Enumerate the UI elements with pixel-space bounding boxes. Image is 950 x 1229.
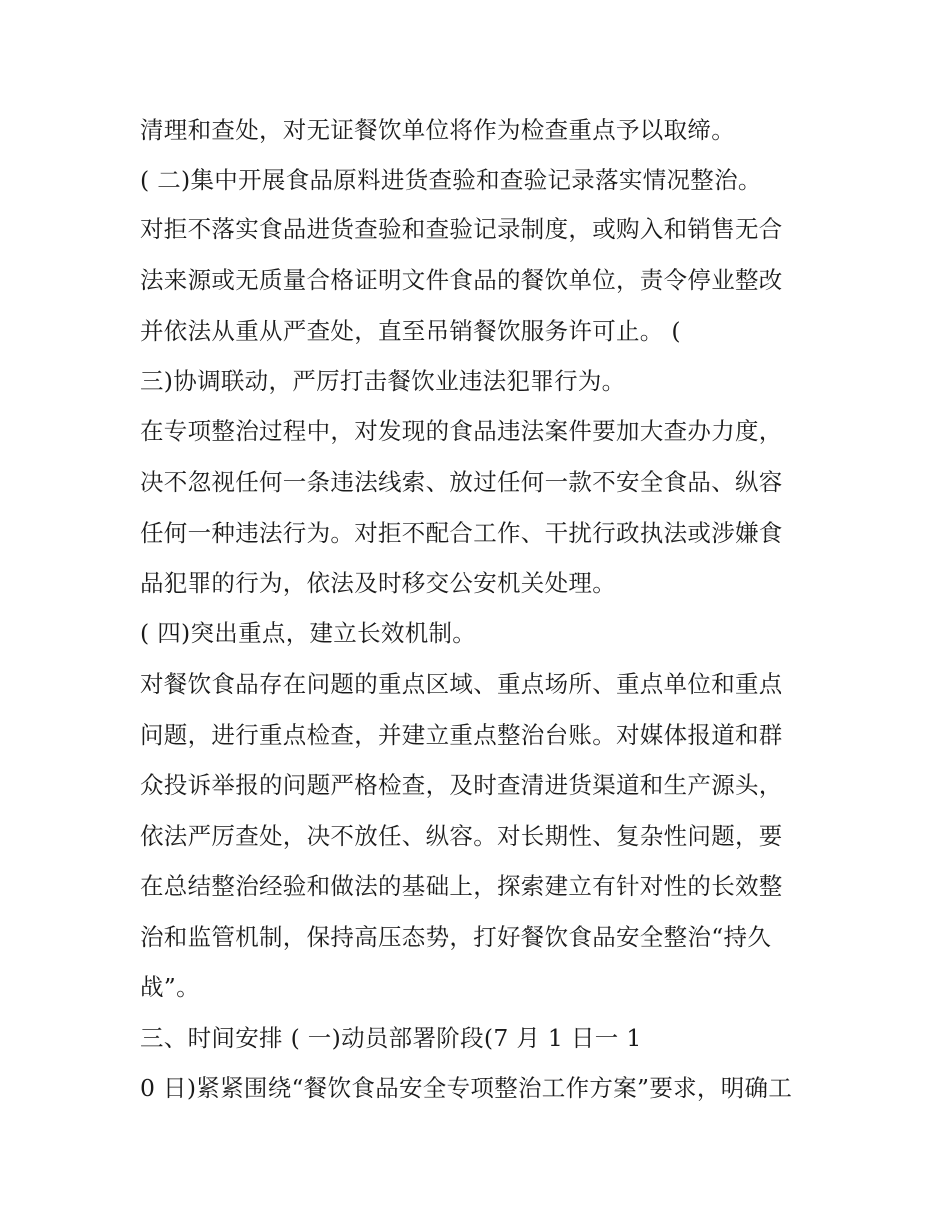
text-line: 0 日)紧紧围绕“餐饮食品安全专项整治工作方案”要求，明确工 <box>140 1074 793 1102</box>
text-line: 战”。 <box>140 973 200 1001</box>
text-line: 法来源或无质量合格证明文件食品的餐饮单位，责令停业整改 <box>140 266 783 294</box>
text-line: 对餐饮食品存在问题的重点区域、重点场所、重点单位和重点 <box>140 670 783 698</box>
text-line: 在专项整治过程中，对发现的食品违法案件要加大查办力度， <box>140 417 783 445</box>
text-line: 众投诉举报的问题严格检查，及时查清进货渠道和生产源头， <box>140 771 783 799</box>
text-line: 依法严厉查处，决不放任、纵容。对长期性、复杂性问题，要 <box>140 822 783 850</box>
text-line: 任何一种违法行为。对拒不配合工作、干扰行政执法或涉嫌食 <box>140 519 783 547</box>
text-line: 决不忽视任何一条违法线索、放过任何一款不安全食品、纵容 <box>140 468 783 496</box>
text-line: 三)协调联动，严厉打击餐饮业违法犯罪行为。 <box>140 367 626 395</box>
text-line: 并依法从重从严查处，直至吊销餐饮服务许可止。 ( <box>140 317 681 345</box>
text-line: 品犯罪的行为，依法及时移交公安机关处理。 <box>140 569 616 597</box>
text-line: 治和监管机制，保持高压态势，打好餐饮食品安全整治“持久 <box>140 923 772 951</box>
text-line: 清理和查处，对无证餐饮单位将作为检查重点予以取缔。 <box>140 116 735 144</box>
text-line: ( 二)集中开展食品原料进货查验和查验记录落实情况整治。 <box>140 166 762 194</box>
text-line: ( 四)突出重点，建立长效机制。 <box>140 619 477 647</box>
text-line: 问题，进行重点检查，并建立重点整治台账。对媒体报道和群 <box>140 721 783 749</box>
text-line: 在总结整治经验和做法的基础上，探索建立有针对性的长效整 <box>140 872 783 900</box>
text-line: 对拒不落实食品进货查验和查验记录制度，或购入和销售无合 <box>140 215 783 243</box>
text-line: 三、时间安排 ( 一)动员部署阶段(7 月 1 日一 1 <box>140 1024 642 1052</box>
